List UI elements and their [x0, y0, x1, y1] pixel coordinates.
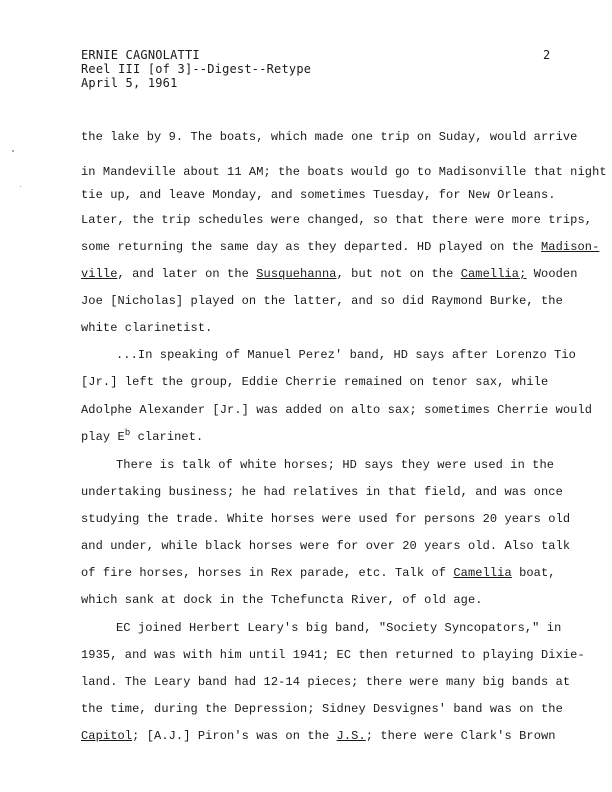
- text-line: the lake by 9. The boats, which made one trip on Suday, would arrive: [81, 130, 578, 144]
- boat-name: ville: [81, 267, 118, 281]
- text-line: undertaking business; he had relatives in that field, and was once: [81, 485, 563, 499]
- text-span: ; [A.J.] Piron's was on the: [132, 729, 337, 743]
- text-span: clarinet.: [130, 430, 204, 444]
- text-line: ...In speaking of Manuel Perez' band, HD says after Lorenzo Tio: [116, 348, 576, 362]
- text-line: in Mandeville about 11 AM; the boats would go to Madisonville that night: [81, 165, 607, 179]
- text-line: tie up, and leave Monday, and sometimes Tuesday, for New Orleans.: [81, 188, 556, 202]
- text-line: the time, during the Depression; Sidney Desvignes' band was on the: [81, 702, 563, 716]
- text-line: Later, the trip schedules were changed, so that there were more trips,: [81, 213, 593, 227]
- text-line: [81, 566, 556, 580]
- boat-name: Camellia: [453, 566, 512, 580]
- text-line: [81, 267, 578, 281]
- boat-name: Susquehanna: [256, 267, 337, 281]
- text-span: ; there were Clark's Brown: [365, 729, 556, 743]
- flat-superscript: b: [124, 428, 131, 438]
- text-line: 1935, and was with him until 1941; EC then returned to playing Dixie-: [81, 648, 585, 662]
- text-line: white clarinetist.: [81, 321, 213, 335]
- text-span: , and later on the: [117, 267, 257, 281]
- page-number: 2: [543, 48, 551, 62]
- text-span: boat,: [511, 566, 556, 580]
- text-line: [81, 240, 599, 254]
- boat-name: J.S.: [336, 729, 366, 743]
- text-line: which sank at dock in the Tchefuncta River, of old age.: [81, 593, 483, 607]
- text-line: Joe [Nicholas] played on the latter, and so did Raymond Burke, the: [81, 294, 563, 308]
- text-line: Adolphe Alexander [Jr.] was added on alto sax; sometimes Cherrie would: [81, 403, 593, 417]
- text-line: and under, while black horses were for over 20 years old. Also talk: [81, 539, 571, 553]
- text-span: of fire horses, horses in Rex parade, etc. Talk of: [81, 566, 454, 580]
- scan-speck: [12, 150, 14, 152]
- text-line: land. The Leary band had 12-14 pieces; there were many big bands at: [81, 675, 571, 689]
- boat-name: Camellia;: [460, 267, 527, 281]
- text-span: , but not on the: [336, 267, 461, 281]
- text-span: Wooden: [526, 267, 578, 281]
- boat-name: Madison-: [540, 240, 600, 254]
- boat-name: Capitol: [81, 729, 133, 743]
- text-span: play E: [81, 430, 125, 444]
- header-date: April 5, 1961: [81, 76, 178, 90]
- text-line: [81, 430, 203, 444]
- text-line: studying the trade. White horses were used for persons 20 years old: [81, 512, 571, 526]
- text-line: [81, 729, 556, 743]
- header-name: ERNIE CAGNOLATTI: [81, 48, 200, 62]
- scan-speck: [20, 186, 21, 187]
- header-reel: Reel III [of 3]--Digest--Retype: [81, 62, 312, 76]
- text-span: some returning the same day as they departed. HD played on the: [81, 240, 541, 254]
- text-line: There is talk of white horses; HD says they were used in the: [116, 458, 555, 472]
- text-line: EC joined Herbert Leary's big band, "Society Syncopators," in: [116, 621, 562, 635]
- text-line: [Jr.] left the group, Eddie Cherrie remained on tenor sax, while: [81, 375, 549, 389]
